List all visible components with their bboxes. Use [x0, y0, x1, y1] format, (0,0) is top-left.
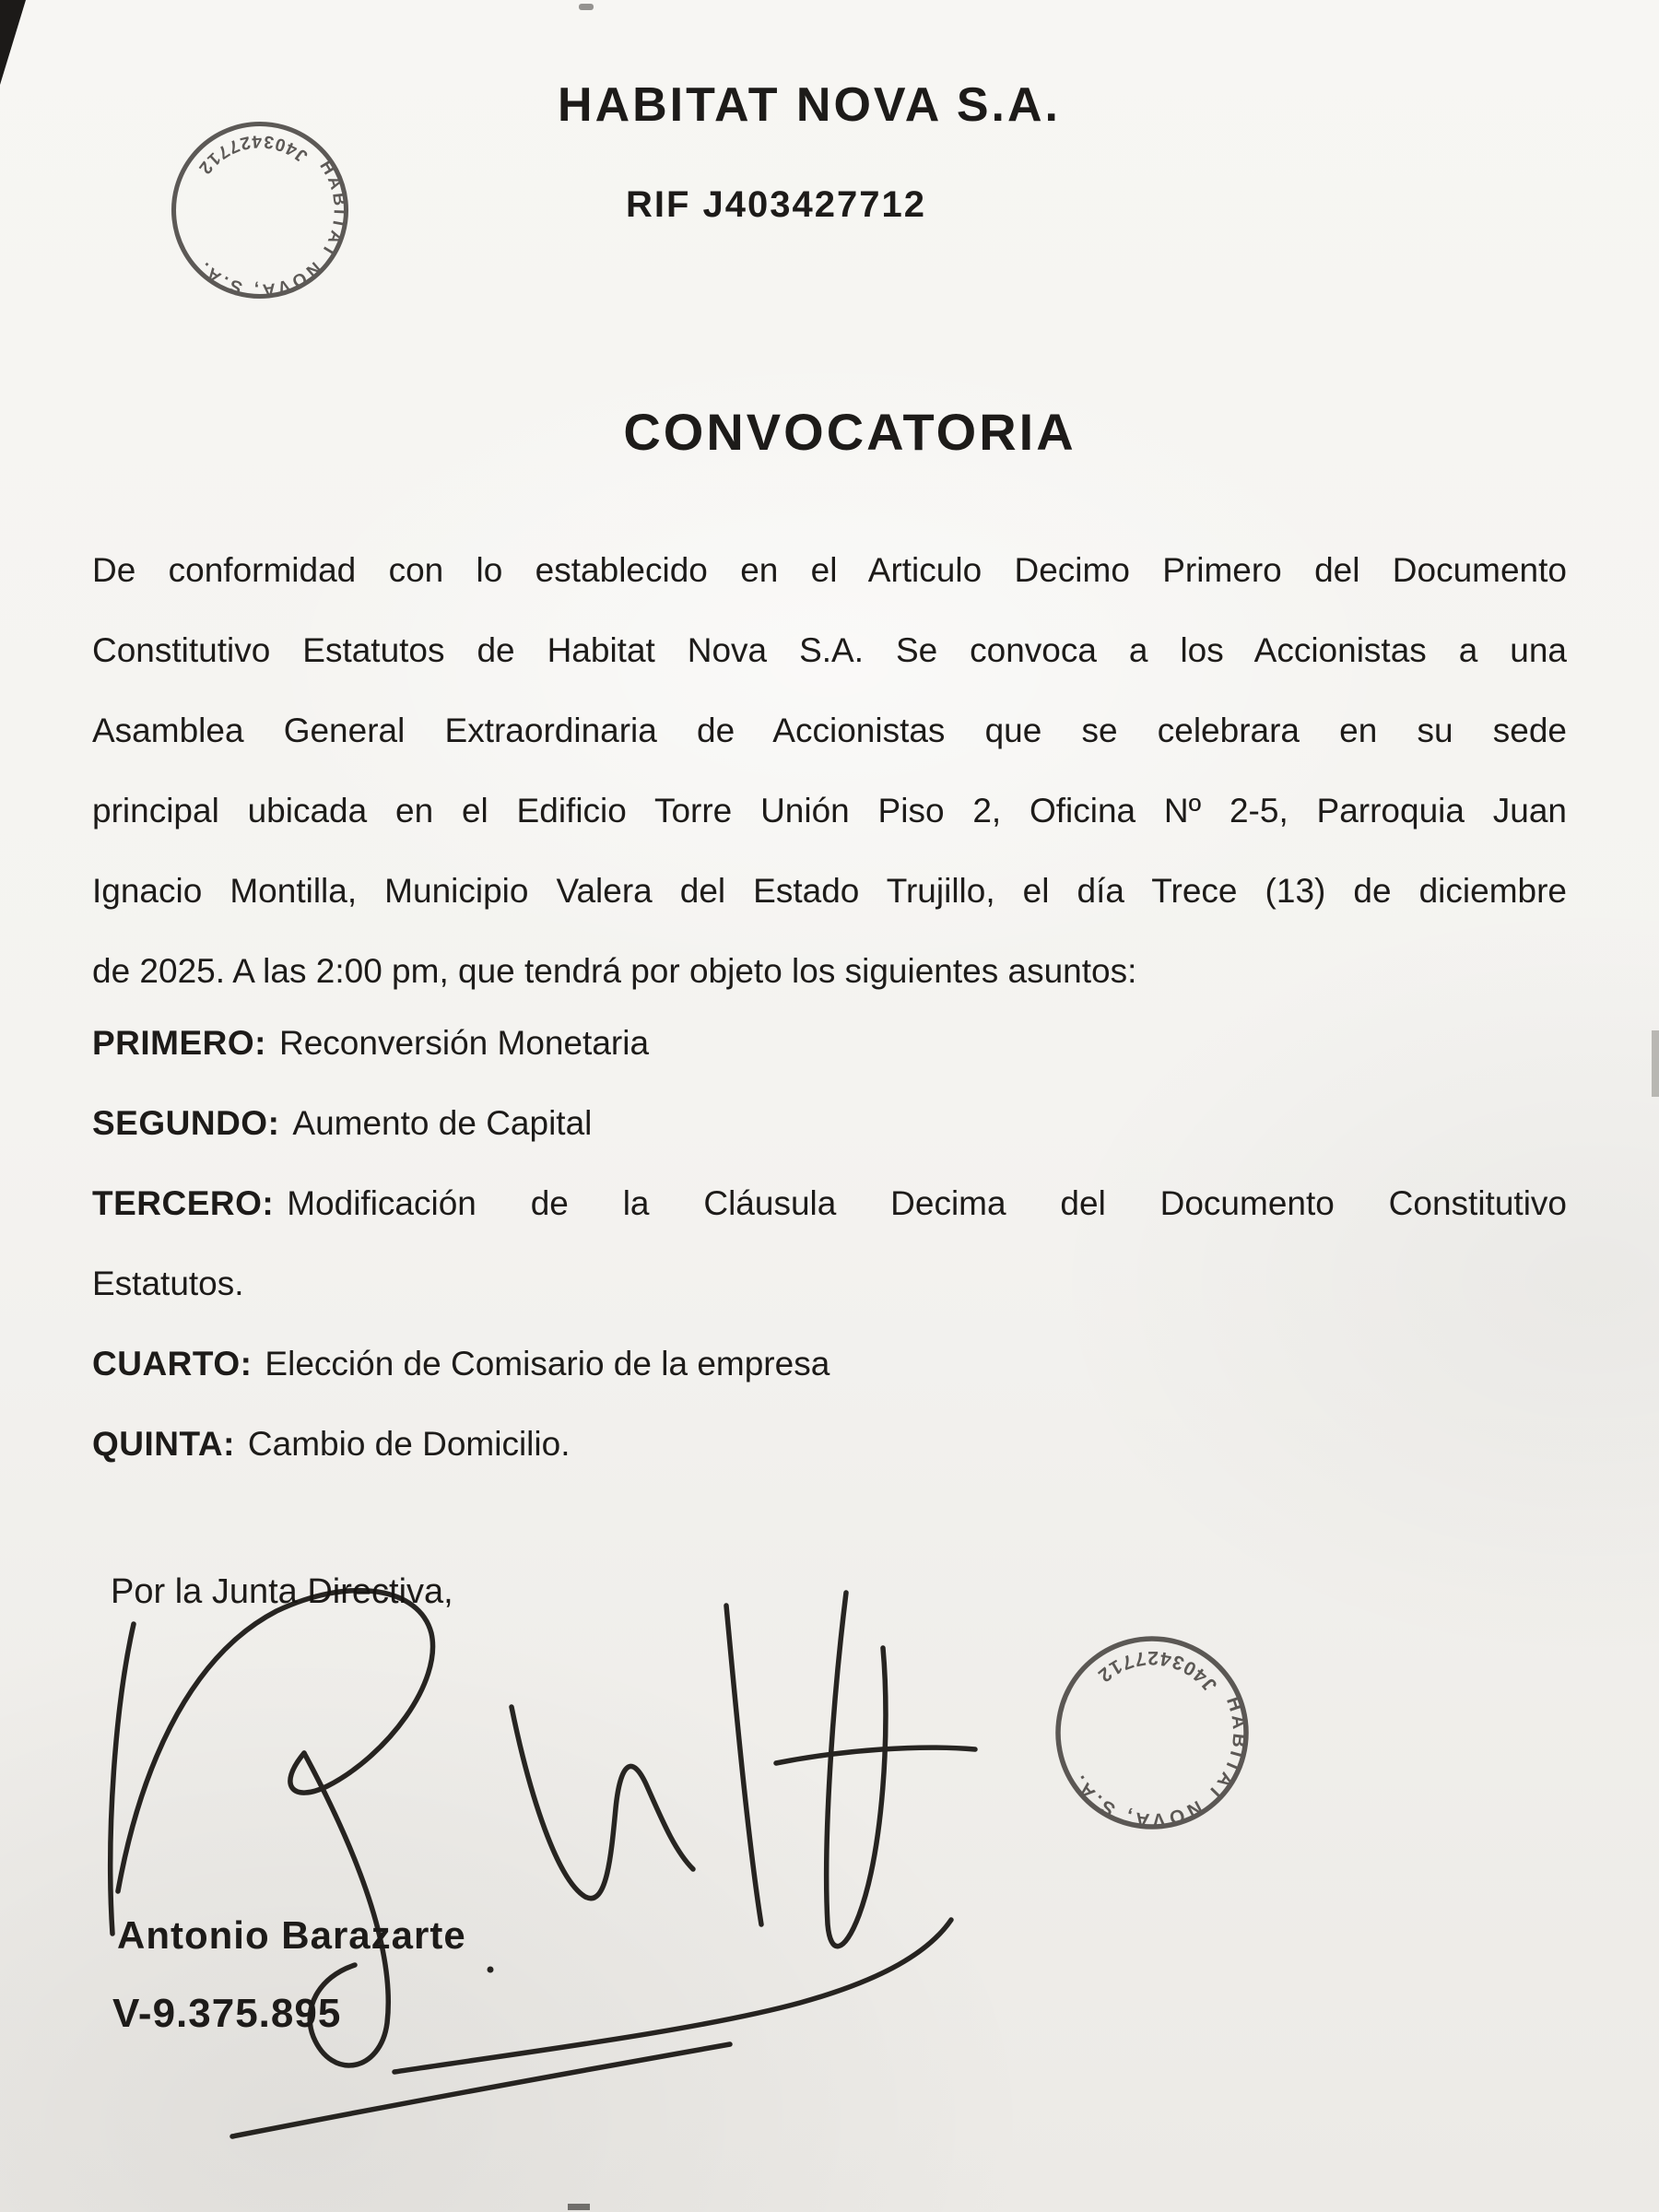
agenda-text: Reconversión Monetaria	[279, 1024, 650, 1062]
agenda-label: SEGUNDO:	[92, 1104, 280, 1142]
signature	[74, 1558, 995, 2147]
stamp-seal-icon	[1029, 1609, 1275, 1855]
closing-by-line: Por la Junta Directiva,	[111, 1572, 453, 1611]
agenda-text: Elección de Comisario de la empresa	[265, 1345, 830, 1382]
stamp-company-arc-text: HABITAT NOVA, S.A.	[194, 157, 349, 300]
body-line: Constitutivo Estatutos de Habitat Nova S.A. Se convoca a los Accionistas a una	[92, 631, 1567, 669]
agenda-item-primero	[92, 1003, 1567, 1083]
signer-name: Antonio Barazarte	[117, 1913, 466, 1957]
body-paragraph	[92, 530, 1567, 1011]
agenda-text: Cambio de Domicilio.	[247, 1425, 571, 1463]
agenda-text: Estatutos.	[92, 1265, 244, 1302]
agenda-item-quinta	[92, 1404, 1567, 1484]
scan-edge-artifact	[568, 2204, 590, 2210]
svg-text:HABITAT NOVA, S.A.	[183, 156, 358, 306]
agenda-item-tercero	[92, 1163, 1567, 1243]
agenda-text: Aumento de Capital	[292, 1104, 593, 1142]
document-heading: CONVOCATORIA	[623, 403, 1077, 461]
rif-number: RIF J403427712	[625, 184, 926, 225]
scan-corner-artifact	[0, 0, 26, 85]
company-title: HABITAT NOVA S.A.	[558, 78, 1061, 132]
agenda-item-segundo	[92, 1083, 1567, 1163]
agenda-label: PRIMERO:	[92, 1024, 266, 1062]
agenda-label: QUINTA:	[92, 1425, 235, 1463]
company-stamp-bottom	[1029, 1609, 1275, 1855]
svg-text:HABITAT NOVA, S.A.	[1062, 1674, 1255, 1841]
agenda-label: CUARTO:	[92, 1345, 253, 1382]
body-line: Ignacio Montilla, Municipio Valera del Estado Trujillo, el día Trece (13) de diciembre	[92, 872, 1567, 910]
body-line: De conformidad con lo establecido en el Articulo Decimo Primero del Documento	[92, 551, 1567, 589]
scan-edge-artifact	[1652, 1030, 1659, 1097]
agenda-label: TERCERO:	[92, 1184, 275, 1222]
scan-edge-artifact	[579, 4, 594, 10]
signer-id-number: V-9.375.895	[112, 1991, 342, 2036]
stamp-rif-arc-text: J403427712	[193, 131, 312, 180]
stamp-company-arc-text: HABITAT NOVA, S.A.	[1066, 1694, 1251, 1831]
body-line: Asamblea General Extraordinaria de Accionistas que se celebrara en su sede	[92, 712, 1567, 749]
body-line: de 2025. A las 2:00 pm, que tendrá por objeto los siguientes asuntos:	[92, 952, 1137, 990]
agenda-item-tercero-continuation	[92, 1243, 1567, 1324]
agenda-list	[92, 1003, 1567, 1484]
agenda-text: Modificación de la Cláusula Decima del Documento Constitutivo	[287, 1184, 1567, 1222]
agenda-item-cuarto	[92, 1324, 1567, 1404]
stamp-rif-arc-text: J403427712	[1091, 1646, 1222, 1696]
body-line: principal ubicada en el Edificio Torre Unión Piso 2, Oficina Nº 2-5, Parroquia Juan	[92, 792, 1567, 830]
